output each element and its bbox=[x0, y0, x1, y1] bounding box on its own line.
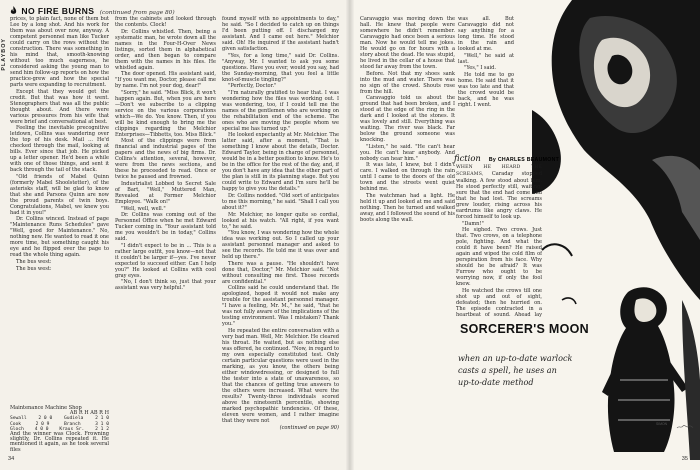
box-score-cell: 2 1 2 bbox=[95, 426, 109, 432]
deck-line: when an up-to-date warlock bbox=[458, 353, 573, 363]
paragraph: Dr. Collins nodded. "Old sort of anticipates to me this morning," he said. "Shall I call you about it?" bbox=[222, 192, 339, 211]
box-score-rows bbox=[10, 416, 109, 432]
story-paragraph: He sighed. Two crows. Just that. Two crows, on a telephone pole, fighting. And what the could it have been? He raised again and wiped the cold film of perspiration from his face. Why should he be afraid? It was Furrow who ought to be worrying now, if only the fool knew. bbox=[456, 227, 542, 288]
story-opening bbox=[456, 164, 542, 318]
paragraph: The watchman had a light. He held it up and looked at me and said nothing. Then he turned and walked away, and I followed the sound of his boots along the wall. bbox=[360, 192, 455, 223]
paragraph: "Yes, for a long time," said Dr. Collins. "Anyway, Mr. I wanted to ask you some questions. Have you ever, would you say, had the Sunday-morning, that you feel a little knot-of-muscle tingling?" bbox=[222, 52, 339, 83]
paragraph: Before. Not that my shoes sank into the mud and water. There was no sign of the crowd. Shouts rose from the hill. bbox=[360, 70, 455, 95]
flame-icon bbox=[10, 6, 17, 15]
magazine-name: PLAYBOY bbox=[1, 38, 7, 71]
paragraph: Caravaggio told us about the ground that had been broken, and I stood at the edge of the ring in the dark and I looked at the stones. It was lovely and still. Everything was waiting. The river was black. Far below the ground someone was knocking. bbox=[360, 95, 455, 144]
paragraph: Dr. Collins winced. Instead of page "Maintenance Runs Schedules" gave "Well, good for Maintenance." No, nothing new. He wanted to read it one more time, but something caught his eye and he flipped over the page to read the whole thing again. bbox=[10, 216, 109, 259]
page-number: 35 bbox=[681, 456, 688, 462]
deck-line: casts a spell, he uses an bbox=[458, 365, 557, 376]
paragraph: "Listen," he said. "He can't hear you. He can't hear anybody. And nobody can hear him." bbox=[360, 143, 455, 162]
box-score-cell: 3 1 0 bbox=[95, 421, 109, 427]
box-score-cell: Branch bbox=[63, 421, 81, 427]
paragraph: found myself with no appointments to day," he said. "So I decided to catch up on things I'd been putting off. I discharged my assistant. And I came out here." Melchior said. Oh! He inquired if the assistant hadn't given satisfaction. bbox=[222, 16, 339, 52]
artist-signature-text: SIMON bbox=[656, 422, 668, 426]
paragraph: Collins said he could understand that. He apologized, hoped it would not make any trouble for the assistant personnel manager. "I have a feeling, Mr. M.," he said, "that he was not fully aware of the implications of the testing environment. Was I mistaken? Thank you." bbox=[222, 285, 339, 328]
story-paragraph: "Damn!" bbox=[462, 220, 484, 227]
box-score-cell: 2 1 0 bbox=[95, 416, 109, 422]
box-score-header: Maintenance Machine Shop bbox=[10, 405, 82, 411]
text-column-1 bbox=[10, 16, 109, 404]
paragraph: Caravaggio was moving down the hall. He knew that people were somewhere he didn't remember. Caravaggio had once been a serious man. Now he would tell me jokes. He would go on for hours with a story about the dead. He was stupid, he lived in the cellar of a house that stood far away from the town. bbox=[360, 16, 455, 70]
paragraph: "I didn't expect to be in ... This is a rather large outfit, you know—not that it couldn't be larger if—yes. I've never expected to succeed either. Can I help you?" He looked at Collins with cool gray eyes. bbox=[115, 242, 216, 279]
continued-from-note: (continued from page 80) bbox=[99, 10, 175, 16]
story-paragraph: He watched the crows till one shot up and out of sight, defeated; then he hurried on. The episode contracted in a heartbeat of sound. Ahead lay bbox=[456, 287, 542, 318]
text-column-2 bbox=[115, 16, 216, 448]
paragraph: "Sorry," he said. "Miss Blick, it won't happen again. But, when you are here—Don't we subscribe to a clipping service on the various corporations which—We do. You know. Then, if you will be kind enough to bring me the clippings regarding the Melchior Enterprises—Tibbetts, too. Miss Blick." bbox=[115, 89, 216, 138]
paragraph: "Old friends of Mabel Quinn (formerly Mabel Shoolstetter), of the asterisks staff, will be glad to know that she and Parsons Quinn are now the proud parents of twin boys. Congratulations, Mabel, we knew you had it in you!" bbox=[10, 173, 109, 216]
box-score-cell: 4 0 0 bbox=[34, 426, 49, 432]
paragraph: prices, to plain fact, none of them but Lee by a long shot. And his work for them was about over now, anyway. A competent personnel man like Tucker could carry on the rows without the construction. There was something in his mind that, smooth-knowing without too much eagerness, he considered asking the young man to send him follow-up reports on how the practice-grew and how the special parts were expanding to recruitment. bbox=[10, 16, 109, 88]
paragraph: from the cabinets and looked through the contents. Clock! bbox=[115, 16, 216, 28]
story-lead: WHEN HE HEARD THE SCREAMS, bbox=[456, 165, 542, 177]
paragraph: The door opened. His assistant said, "If you want me, Doctor, please call me by name. I'm not your dog, dear!" bbox=[115, 71, 216, 90]
paragraph: The bus west: bbox=[16, 258, 52, 265]
paragraph: Most of the clippings were from financial and industrial pages of the papers and the news of big firms. Dr. Collins's attention, several, however, were from the news sections, and these he proceeded to read. Once or twice he paused and frowned. bbox=[115, 138, 216, 181]
box-score bbox=[10, 405, 109, 453]
story-paragraph: Caraday stopped walking. A few stood about him. He stood perfectly still, waiting, sure that the end had come and that he had lost. The screams grew louder, rising across his eardrums like angry claws. He forced himself to look up. bbox=[456, 171, 542, 220]
box-score-cell: Kraus Sr. bbox=[59, 426, 85, 432]
paragraph: "Yes," I said. bbox=[464, 65, 496, 72]
paragraph: It was late, I knew, but I didn't care. I walked on through the rain until I came to the doors of the old town and the streets went quiet behind me. bbox=[360, 162, 455, 193]
paragraph: "Well, well, well." bbox=[121, 205, 166, 212]
artist-signature bbox=[676, 424, 694, 430]
story-title: SORCERER'S MOON bbox=[460, 322, 590, 336]
deck-line: up-to-date method bbox=[458, 377, 534, 388]
box-score-cell: Gudiela bbox=[63, 416, 84, 422]
paragraph: Dr. Collins whistled. Then, being a systematic man, he wrote down all the names in the Four-H-Over News listings, sorted them in alphabetical order, and then began to compare them with the names in his files. He whistled again. bbox=[115, 28, 216, 71]
page-number: 34 bbox=[8, 456, 15, 462]
box-score-cell: 2 0 9 bbox=[35, 421, 50, 427]
right-text-column-1 bbox=[360, 16, 455, 448]
paragraph: He looked expectantly at Mr. Melchior. The latter said, after a moment, "That is something I know about the details, Doctor. Edward Taylor, being in charge of personnel, would be in a better position to know. He's to be in the office for the rest of the day, and, if you don't have any idea that the other part of the plan is still in its planning stage. But you could write to Edward and I'm sure he'll be happy to give you the details." bbox=[222, 132, 339, 193]
section-label: fiction bbox=[454, 153, 481, 163]
right-page bbox=[350, 0, 700, 470]
paragraph: There was a pause. "He shouldn't have done that, Doctor," Mr. Melchior said. "Not without consulting me first. Those records are confidential." bbox=[222, 260, 339, 285]
paragraph: "Perfectly, Doctor." bbox=[228, 83, 277, 90]
box-score-columns: AB R H AB R H bbox=[69, 410, 109, 417]
paragraph: Industrialist Lobbed to Secret Sale of Bart, "Well," Muttered Man, Revealed at Former Melchior Employee. "Walk on!" bbox=[115, 180, 216, 205]
paragraph: Feeling the inevitable precognitive letdown, Collins was wandering over the top of his desk. Mail ... He'd checked through the mail, looking at bills. Ever since that job. He picked up a letter opener. He'd been a while with one of those things, and sent it back through the tail of the stack. bbox=[10, 125, 109, 174]
paragraph: Dr. Collins was coming out of the Personnel Office when he met Edward Tucker coming in. "Your assistant told me you wouldn't be in today," Collins said. bbox=[115, 212, 216, 243]
story-deck bbox=[458, 352, 588, 404]
text-column-3 bbox=[222, 16, 339, 448]
box-score-trailer: And the winner was Clock. Frowning slightly, Dr. Collins repeated it. He mentioned it again, as he took several files bbox=[10, 431, 109, 453]
box-score-cell: 2 0 0 bbox=[38, 416, 53, 422]
box-score-cell: Cook bbox=[10, 421, 22, 427]
paragraph: "You know, I was wondering how the whole idea was working out. So I called up your assistant personnel manager and asked to see the records. He told me it was over and held up there." bbox=[222, 230, 339, 261]
paragraph: He repeated the entire conversation with a very bad man. Well, Mr. Melchior. He cleared his throat. He waited, but as nothing else was offered, he continued. "Now, in regard to my own especially constituted test. Only certain particular questions were used in the marking, as you know, the others being either windowdressing, or designed to full the tester into a state of unawareness, so that the chances of getting true answers to the others were increased. What were the results? Twenty-three individuals scored above the nineteenth percentile, showing marked psychopathic tendencies. Of these, eleven were women, and I rather imagine that they were not bbox=[222, 327, 339, 424]
continued-on-note: (continued on page 90) bbox=[279, 424, 339, 431]
byline: By CHARLES BEAUMONT bbox=[488, 157, 560, 163]
paragraph: "I'm naturally gratified to hear that. I was wondering how the files was working out. I was wondering, too, if I could tell me the names of the gentlemen who are working on the rehabilitation end of the scheme. The ones who are moving the people whom we special me has turned up." bbox=[222, 89, 339, 132]
box-score-cell: Sewall bbox=[10, 416, 27, 422]
box-score-cell: Gloch bbox=[10, 426, 24, 432]
fiction-label bbox=[454, 146, 564, 163]
story-title-running: NO FIRE BURNS bbox=[21, 6, 95, 16]
page-gutter bbox=[346, 0, 354, 470]
paragraph: "Well," he said at last. bbox=[458, 52, 514, 65]
paragraph: Mr. Melchior, no longer quite so cordial, looked at his watch. "All right, if you want to," he said. bbox=[222, 211, 339, 230]
paragraph: Except that they would get the credit. But that was how it went. Stenographers that was all the public thought about. And there were various pressures from his wife that were brief and conversational at best. bbox=[10, 88, 109, 125]
schedule-header: The bus west: bbox=[16, 265, 52, 272]
paragraph: was all. But Caravaggio did not say anything for a long time. He stood in the rain and looked at me. bbox=[458, 16, 514, 52]
paragraph: "No, I don't think so, just that your assistant was very helpful." bbox=[115, 279, 216, 292]
paragraph: He told me to go home. He said that it was too late and that the crowd would be back, and he was right. I went. bbox=[458, 71, 514, 108]
